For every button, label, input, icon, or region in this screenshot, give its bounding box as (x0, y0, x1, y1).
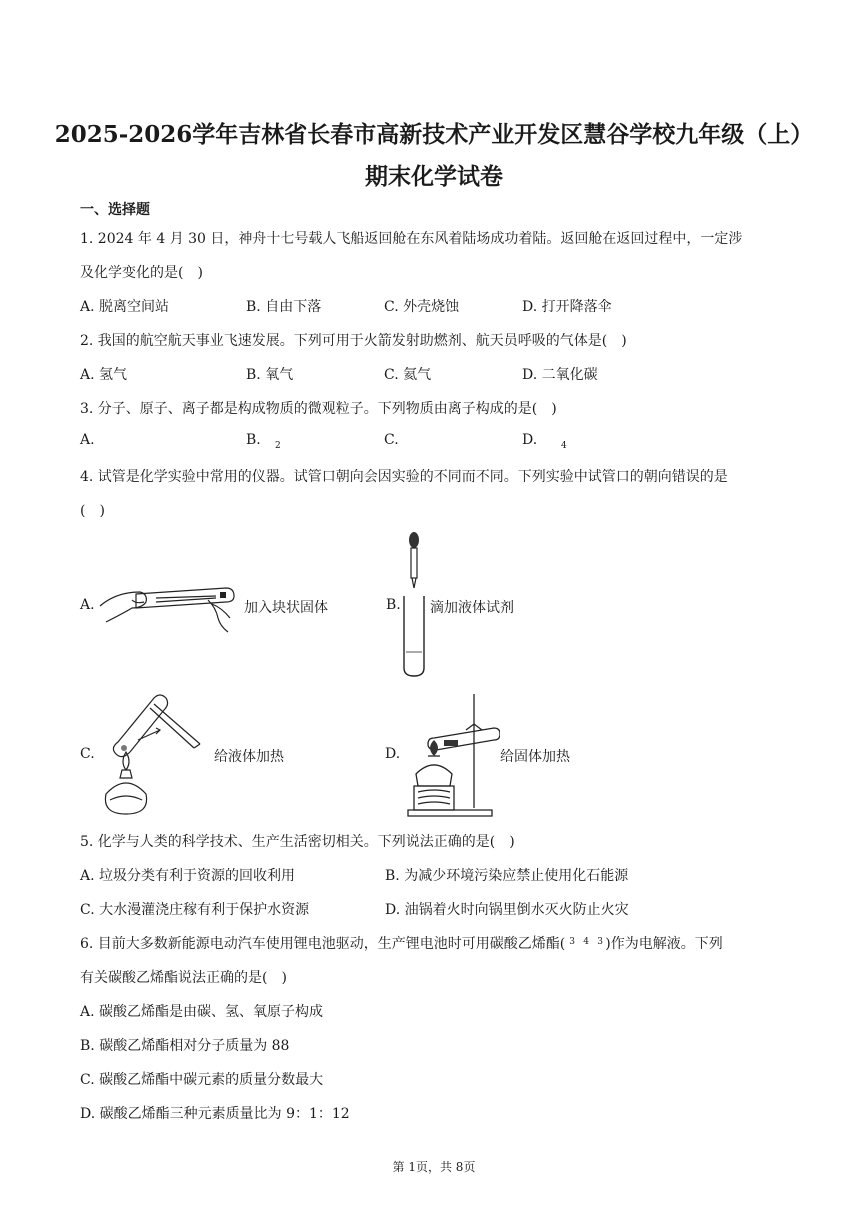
page-footer: 第 1页，共 8页 (392, 1160, 476, 1174)
q4-option-d[interactable]: D. (385, 746, 401, 762)
q2-option-c[interactable]: C. 氦气 (384, 367, 432, 383)
q1-option-b[interactable]: B. 自由下落 (246, 299, 322, 315)
q1-stem-line-1: 1. 2024 年 4 月 30 日，神舟十七号载人飞船返回舱在东风着陆场成功着陆。返回舱在返回过程中，一定涉 (80, 231, 743, 247)
q4-figure-d-illustration (404, 690, 500, 818)
q6-option-b[interactable]: B. 碳酸乙烯酯相对分子质量为 88 (80, 1038, 290, 1054)
q4-caption-c: 给液体加热 (214, 749, 284, 765)
q4-figure-a-illustration (96, 578, 244, 634)
q5-option-d[interactable]: D. 油锅着火时向锅里倒水灭火防止火灾 (385, 902, 629, 918)
q1-option-d[interactable]: D. 打开降落伞 (522, 299, 612, 315)
q6-stem-line-2: 有关碳酸乙烯酯说法正确的是( ) (80, 970, 287, 986)
q6-option-c[interactable]: C. 碳酸乙烯酯中碳元素的质量分数最大 (80, 1072, 324, 1088)
q6-formula-sub-1: 3 (569, 937, 576, 947)
q1-option-a[interactable]: A. 脱离空间站 (80, 299, 170, 315)
section-heading: 一、选择题 (80, 202, 150, 218)
q3-option-b[interactable]: B. (246, 432, 261, 448)
q4-figure-b-illustration (400, 530, 428, 680)
q4-option-b[interactable]: B. (386, 597, 401, 613)
q6-option-d[interactable]: D. 碳酸乙烯酯三种元素质量比为 9：1：12 (80, 1106, 350, 1122)
q2-option-d[interactable]: D. 二氧化碳 (522, 367, 598, 383)
q5-option-c[interactable]: C. 大水漫灌浇庄稼有利于保护水资源 (80, 902, 310, 918)
q5-stem: 5. 化学与人类的科学技术、生产生活密切相关。下列说法正确的是( ) (80, 834, 515, 850)
q5-option-a[interactable]: A. 垃圾分类有利于资源的回收利用 (80, 868, 296, 884)
title-line-1: 2025-2026学年吉林省长春市高新技术产业开发区慧谷学校九年级（上） (54, 121, 814, 148)
q4-option-a[interactable]: A. (80, 597, 95, 613)
q3-stem: 3. 分子、原子、离子都是构成物质的微观粒子。下列物质由离子构成的是( ) (80, 401, 557, 417)
q4-caption-d: 给固体加热 (500, 749, 570, 765)
q6-formula (565, 934, 605, 948)
q4-stem-line-2: ( ) (80, 503, 105, 519)
q6-stem-line-1 (80, 933, 723, 953)
q6-stem-post: )作为电解液。下列 (605, 936, 723, 952)
q6-formula-sub-3: 3 (597, 937, 604, 947)
q2-stem: 2. 我国的航空航天事业飞速发展。下列可用于火箭发射助燃剂、航天员呼吸的气体是( ) (80, 333, 627, 349)
q1-stem-line-2: 及化学变化的是( ) (80, 265, 203, 281)
q3-option-b-subscript: 2 (275, 441, 281, 451)
q6-option-a[interactable]: A. 碳酸乙烯酯是由碳、氢、氧原子构成 (80, 1004, 324, 1020)
q3-option-c[interactable]: C. (384, 432, 399, 448)
q4-option-c[interactable]: C. (80, 746, 95, 762)
q3-option-d[interactable]: D. (522, 432, 538, 448)
q4-figure-c-illustration (96, 690, 210, 818)
q6-formula-sub-2: 4 (583, 937, 590, 947)
q3-option-d-subscript: 4 (561, 441, 567, 451)
title-line-2: 期末化学试卷 (365, 163, 503, 190)
q2-option-a[interactable]: A. 氢气 (80, 367, 128, 383)
q5-option-b[interactable]: B. 为减少环境污染应禁止使用化石能源 (385, 868, 629, 884)
q4-stem-line-1: 4. 试管是化学实验中常用的仪器。试管口朝向会因实验的不同而不同。下列实验中试管口的朝向错误的是 (80, 469, 728, 485)
q3-option-a[interactable]: A. (80, 432, 95, 448)
q4-caption-a: 加入块状固体 (244, 600, 328, 616)
q6-stem-pre: 6. 目前大多数新能源电动汽车使用锂电池驱动，生产锂电池时可用碳酸乙烯酯( (80, 936, 566, 952)
q4-caption-b: 滴加液体试剂 (430, 600, 514, 616)
q2-option-b[interactable]: B. 氧气 (246, 367, 294, 383)
q1-option-c[interactable]: C. 外壳烧蚀 (384, 299, 460, 315)
